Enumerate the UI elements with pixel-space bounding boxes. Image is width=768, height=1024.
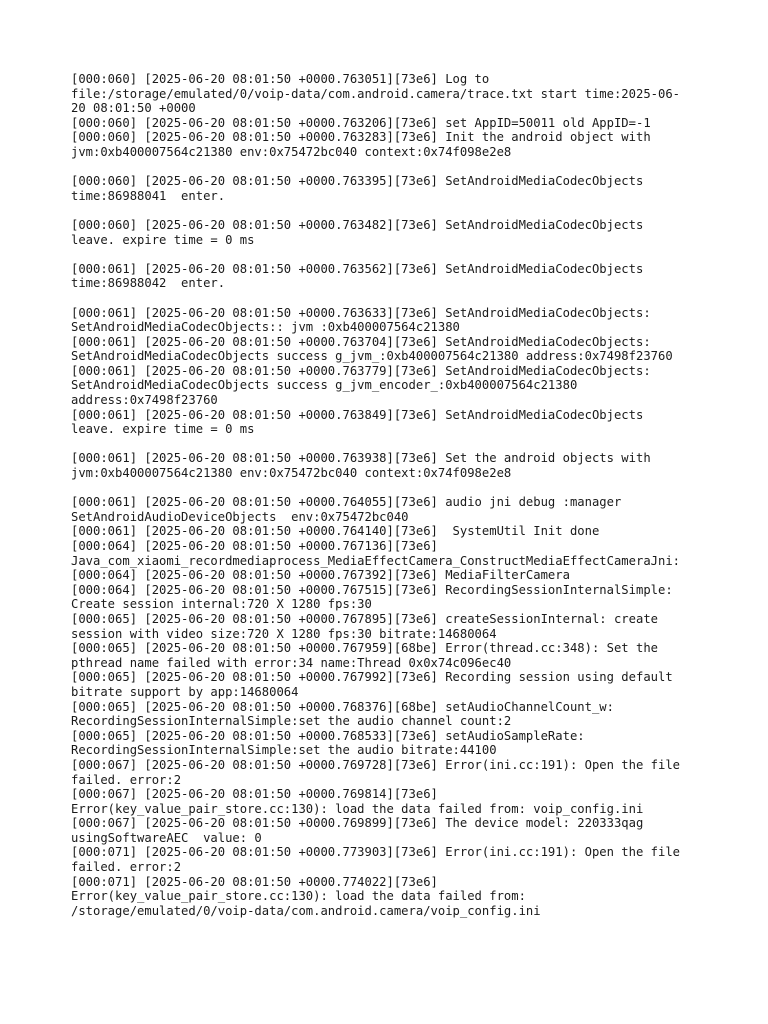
log-entry: [000:060] [2025-06-20 08:01:50 +0000.763206][73e6] set AppID=50011 old AppID=-1	[71, 115, 651, 130]
log-entry: [000:061] [2025-06-20 08:01:50 +0000.763779][73e6] SetAndroidMediaCodecObjects: SetAndroidMediaCodecObjects success g_jvm_encoder_:0xb400007564c21380 address:0x7498f23760	[71, 363, 651, 408]
log-entry: [000:060] [2025-06-20 08:01:50 +0000.763283][73e6] Init the android object with jvm:0xb400007564c21380 env:0x75472bc040 context:0x74f098e2e8	[71, 130, 651, 159]
log-entry: [000:065] [2025-06-20 08:01:50 +0000.767992][73e6] Recording session using default bitrate support by app:14680064	[71, 670, 673, 699]
log-entry: [000:065] [2025-06-20 08:01:50 +0000.767895][73e6] createSessionInternal: create session with video size:720 X 1280 fps:30 bitrate:14680064	[71, 611, 658, 641]
log-entry: [000:060] [2025-06-20 08:01:50 +0000.763482][73e6] SetAndroidMediaCodecObjects leave. expire time = 0 ms	[71, 217, 644, 247]
log-entry: [000:060] [2025-06-20 08:01:50 +0000.763395][73e6] SetAndroidMediaCodecObjects time:86988041 enter.	[71, 174, 644, 203]
log-entry: [000:065] [2025-06-20 08:01:50 +0000.767959][68be] Error(thread.cc:348): Set the pthread name failed with error:34 name:Thread 0x0x74c096ec40	[71, 641, 658, 670]
log-entry: [000:064] [2025-06-20 08:01:50 +0000.767515][73e6] RecordingSessionInternalSimple: Create session internal:720 X 1280 fps:30	[71, 582, 673, 612]
log-entry: [000:061] [2025-06-20 08:01:50 +0000.764055][73e6] audio jni debug :manager SetAndroidAudioDeviceObjects env:0x75472bc040	[71, 495, 622, 524]
log-entry: [000:065] [2025-06-20 08:01:50 +0000.768533][73e6] setAudioSampleRate: RecordingSessionInternalSimple:set the audio bitrate:44100	[71, 728, 585, 758]
log-entry: [000:071] [2025-06-20 08:01:50 +0000.773903][73e6] Error(ini.cc:191): Open the file failed. error:2	[71, 845, 681, 875]
log-entry: [000:061] [2025-06-20 08:01:50 +0000.764140][73e6] SystemUtil Init done	[71, 524, 600, 539]
log-entry: [000:060] [2025-06-20 08:01:50 +0000.763051][73e6] Log to file:/storage/emulated/0/voip-data/com.android.camera/trace.txt start time:2025-06- 20 08:01:50 +0000	[71, 72, 681, 116]
log-entry: [000:064] [2025-06-20 08:01:50 +0000.767136][73e6] Java_com_xiaomi_recordmediaprocess_MediaEffectCamera_ConstructMediaEffectCameraJni:	[71, 539, 681, 568]
log-entry: [000:061] [2025-06-20 08:01:50 +0000.763704][73e6] SetAndroidMediaCodecObjects: SetAndroidMediaCodecObjects success g_jvm_:0xb400007564c21380 address:0x7498f23760	[71, 334, 673, 364]
log-entry: [000:061] [2025-06-20 08:01:50 +0000.763633][73e6] SetAndroidMediaCodecObjects: SetAndroidMediaCodecObjects:: jvm :0xb400007564c21380	[71, 305, 651, 335]
log-document	[71, 72, 711, 918]
log-entry: [000:064] [2025-06-20 08:01:50 +0000.767392][73e6] MediaFilterCamera	[71, 568, 570, 583]
log-entry: [000:067] [2025-06-20 08:01:50 +0000.769899][73e6] The device model: 220333qag usingSoftwareAEC value: 0	[71, 816, 644, 845]
log-entry: [000:067] [2025-06-20 08:01:50 +0000.769814][73e6] Error(key_value_pair_store.cc:130): load the data failed from: voip_config.ini	[71, 787, 644, 816]
log-entry: [000:061] [2025-06-20 08:01:50 +0000.763562][73e6] SetAndroidMediaCodecObjects time:86988042 enter.	[71, 261, 644, 291]
log-entry: [000:067] [2025-06-20 08:01:50 +0000.769728][73e6] Error(ini.cc:191): Open the file failed. error:2	[71, 757, 681, 787]
log-entry: [000:065] [2025-06-20 08:01:50 +0000.768376][68be] setAudioChannelCount_w: RecordingSessionInternalSimple:set the audio channel count:2	[71, 699, 614, 729]
log-entry: [000:061] [2025-06-20 08:01:50 +0000.763938][73e6] Set the android objects with jvm:0xb400007564c21380 env:0x75472bc040 context:0x74f098e2e8	[71, 451, 651, 481]
log-entry: [000:071] [2025-06-20 08:01:50 +0000.774022][73e6] Error(key_value_pair_store.cc:130): load the data failed from: /storage/emulated/0/voip-data/com.android.camera/voip_config.ini	[71, 874, 541, 918]
log-entry: [000:061] [2025-06-20 08:01:50 +0000.763849][73e6] SetAndroidMediaCodecObjects leave. expire time = 0 ms	[71, 407, 644, 437]
